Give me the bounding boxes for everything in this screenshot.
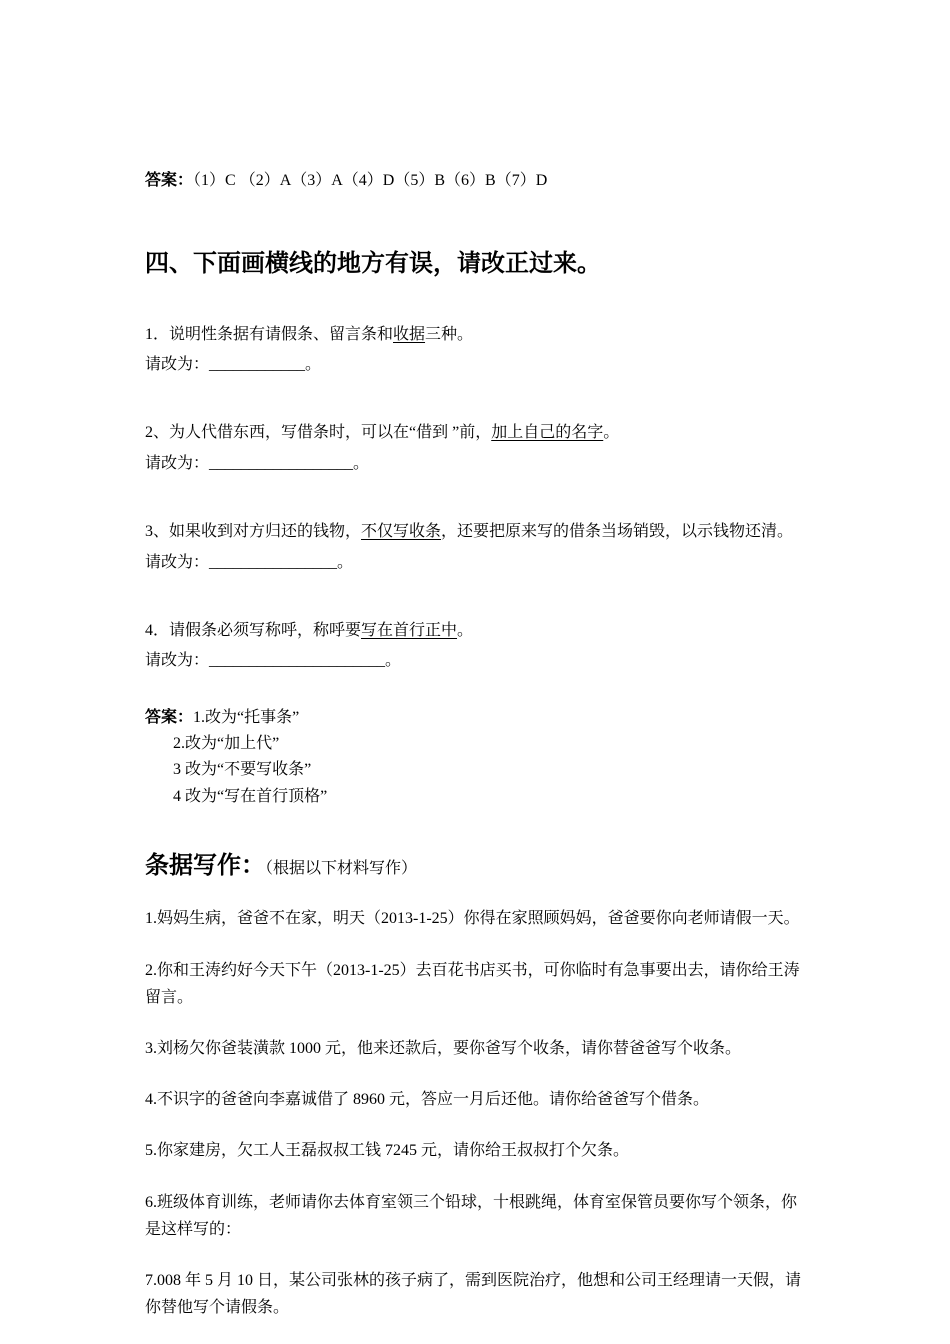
section-four-answer-line-3: 3 改为“不要写收条” [173, 761, 312, 779]
writing-prompt-3: 3.刘杨欠你爸装潢款 1000 元，他来还款后，要你爸写个收条，请你替爸爸写个收条。 [145, 1040, 742, 1058]
answers-top-label: 答案： [145, 172, 194, 189]
question-2-fix-line [145, 451, 810, 477]
question-1-underlined: 收据 [393, 325, 426, 343]
writing-section-heading [145, 850, 810, 881]
question-3-fix-end: 。 [337, 553, 354, 571]
question-4-pre: 4．请假条必须写称呼，称呼要 [145, 621, 362, 639]
question-item-4 [145, 618, 810, 675]
question-3-post: ，还要把原来写的借条当场销毁，以示钱物还清。 [441, 523, 794, 541]
question-3-underlined: 不仅写收条 [361, 523, 442, 541]
question-1-fix-label: 请改为： [145, 355, 210, 373]
question-4-fix-line [145, 648, 810, 674]
question-1-pre: 1．说明性条据有请假条、留言条和 [145, 325, 394, 343]
section-four-heading: 四、下面画横线的地方有误，请改正过来。 [145, 250, 601, 278]
question-2-post: 。 [603, 424, 620, 442]
writing-prompt-1: 1.妈妈生病，爸爸不在家，明天（2013-1-25）你得在家照顾妈妈，爸爸要你向老师请假一天。 [145, 910, 800, 928]
question-1-fix-end: 。 [305, 355, 322, 373]
section-four-answer-line-2: 2.改为“加上代” [173, 735, 280, 753]
section-four-answer-1: 1.改为“托事条” [193, 708, 300, 726]
question-2-fix-label: 请改为： [145, 454, 210, 472]
question-item-2 [145, 420, 810, 477]
question-4-statement [145, 618, 810, 644]
question-4-post: 。 [457, 621, 474, 639]
question-2-blank: __________________ [209, 454, 354, 472]
answers-top-values: （1）C （2）A（3）A（4）D（5）B（6）B（7）D [193, 172, 548, 189]
writing-section-title: 条据写作： [145, 852, 265, 880]
section-four-answer-line-4: 4 改为“写在首行顶格” [173, 787, 328, 805]
question-2-fix-end: 。 [353, 454, 370, 472]
question-1-fix-line [145, 352, 810, 378]
writing-prompt-6: 6.班级体育训练，老师请你去体育室领三个铅球，十根跳绳，体育室保管员要你写个领条，你是这样写的： [145, 1193, 798, 1238]
question-3-statement [145, 519, 810, 545]
question-1-blank: ____________ [209, 355, 306, 373]
writing-prompt-2: 2.你和王涛约好今天下午（2013-1-25）去百花书店买书，可你临时有急事要出去，请你给王涛留言。 [145, 961, 800, 1006]
question-4-fix-end: 。 [385, 652, 402, 670]
question-2-pre: 2、为人代借东西，写借条时，可以在“借到 ”前， [145, 424, 492, 442]
writing-prompt-7: 7.008 年 5 月 10 日，某公司张林的孩子病了，需到医院治疗，他想和公司王经理请一天假，请你替他写个请假条。 [145, 1271, 802, 1317]
question-item-1 [145, 322, 810, 379]
question-4-fix-label: 请改为： [145, 652, 210, 670]
question-3-blank: ________________ [209, 553, 338, 571]
section-four-answers [145, 705, 810, 811]
section-four-answer-line-1 [145, 705, 810, 731]
question-1-statement [145, 322, 810, 348]
question-3-fix-line [145, 550, 810, 576]
question-3-fix-label: 请改为： [145, 553, 210, 571]
question-2-underlined: 加上自己的名字 [491, 424, 604, 442]
question-4-blank: ______________________ [209, 652, 386, 670]
question-item-3 [145, 519, 810, 576]
question-3-pre: 3、如果收到对方归还的钱物， [145, 523, 362, 541]
question-4-underlined: 写在首行正中 [361, 621, 458, 639]
answers-top-line [145, 168, 810, 194]
writing-prompt-4: 4.不识字的爸爸向李嘉诚借了 8960 元，答应一月后还他。请你给爸爸写个借条。 [145, 1091, 710, 1109]
writing-section-subtitle: （根据以下材料写作） [265, 860, 418, 878]
writing-prompt-5: 5.你家建房，欠工人王磊叔叔工钱 7245 元，请你给王叔叔打个欠条。 [145, 1142, 630, 1160]
question-2-statement [145, 420, 810, 446]
section-four-answers-label: 答案： [145, 708, 194, 726]
question-1-post: 三种。 [425, 325, 474, 343]
